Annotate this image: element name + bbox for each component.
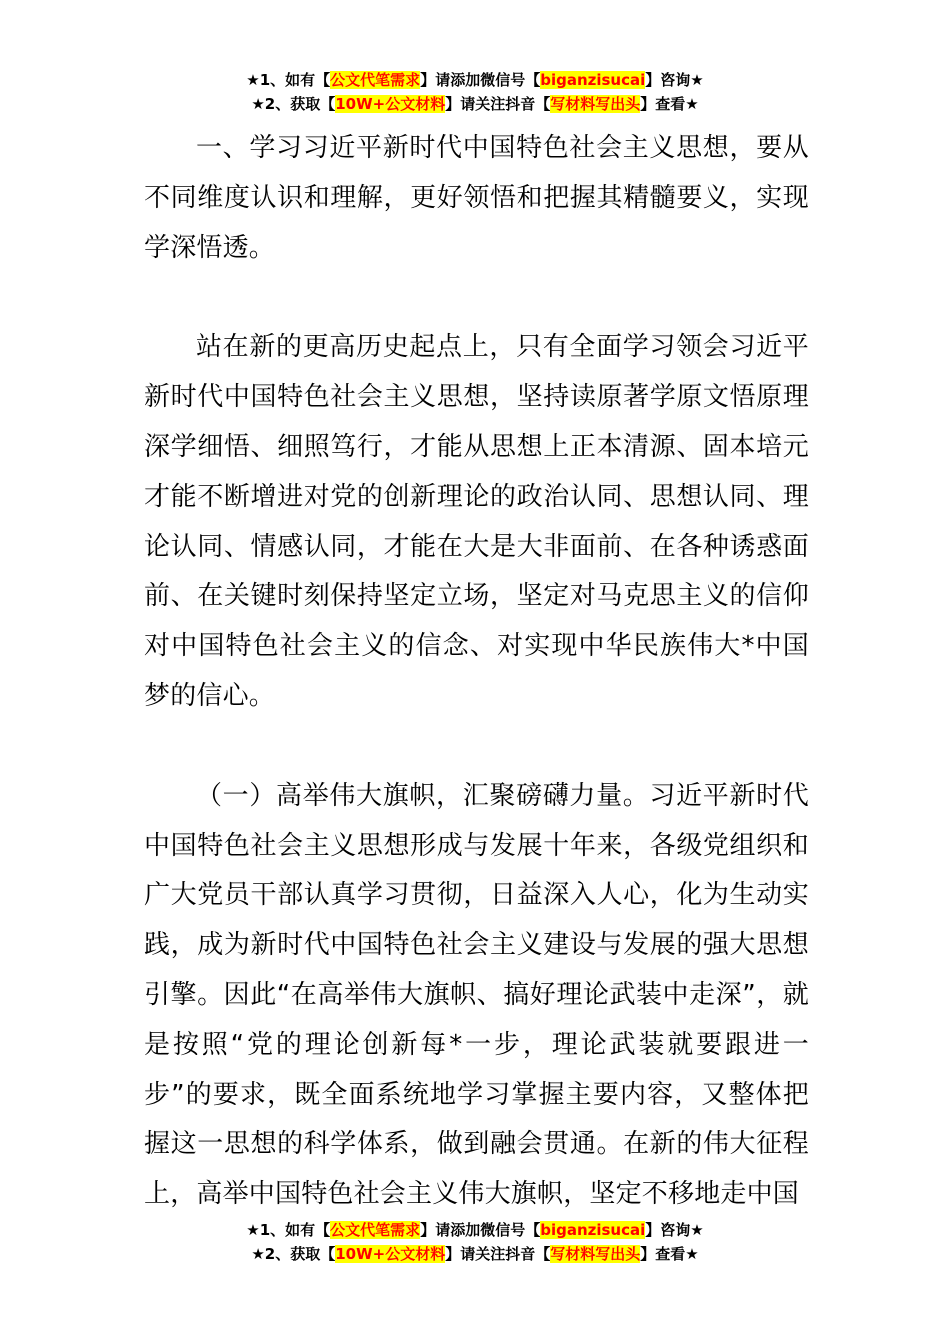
- footer-banner: [0, 1218, 950, 1266]
- banner-text: 】咨询★: [645, 71, 704, 89]
- banner-text: 】查看★: [640, 95, 699, 113]
- banner-line-1: [0, 68, 950, 92]
- paragraph: 站在新的更高历史起点上，只有全面学习领会习近平新时代中国特色社会主义思想，坚持读原著学原文悟原理深学细悟、细照笃行，才能从思想上正本清源、固本培元才能不断增进对党的创新理论的政治认同、思想认同、理论认同、情感认同，才能在大是大非面前、在各种诱惑面前、在关键时刻保持坚定立场，坚定对马克思主义的信仰对中国特色社会主义的信念、对实现中华民族伟大*中国梦的信心。: [144, 332, 809, 711]
- banner-text: 】请添加微信号【: [420, 1221, 541, 1239]
- banner-text: ★2、获取【: [251, 1245, 336, 1263]
- paragraph: 一、学习习近平新时代中国特色社会主义思想，要从不同维度认识和理解，更好领悟和把握其精髓要义，实现学深悟透。: [144, 133, 809, 263]
- banner-highlight: 公文代笔需求: [330, 71, 421, 89]
- banner-text: 】请关注抖音【: [445, 95, 551, 113]
- banner-text: ★2、获取【: [251, 95, 336, 113]
- banner-text: ★1、如有【: [246, 1221, 331, 1239]
- banner-text: 】请添加微信号【: [420, 71, 541, 89]
- header-banner: [0, 68, 950, 116]
- banner-highlight: 写材料写出头: [550, 1245, 641, 1263]
- banner-highlight: 10W+公文材料: [335, 95, 446, 113]
- banner-text: ★1、如有【: [246, 71, 331, 89]
- paragraph-gap: [144, 273, 809, 323]
- banner-text: 】查看★: [640, 1245, 699, 1263]
- banner-text: 】请关注抖音【: [445, 1245, 551, 1263]
- banner-highlight: biganzisucai: [540, 1221, 646, 1239]
- banner-text: 】咨询★: [645, 1221, 704, 1239]
- paragraph-gap: [144, 722, 809, 772]
- banner-line-1: [0, 1218, 950, 1242]
- banner-line-2: [0, 92, 950, 116]
- banner-highlight: 公文代笔需求: [330, 1221, 421, 1239]
- banner-highlight: 写材料写出头: [550, 95, 641, 113]
- banner-line-2: [0, 1242, 950, 1266]
- banner-highlight: 10W+公文材料: [335, 1245, 446, 1263]
- document-body: [144, 124, 809, 1220]
- paragraph: （一）高举伟大旗帜，汇聚磅礴力量。习近平新时代中国特色社会主义思想形成与发展十年来，各级党组织和广大党员干部认真学习贯彻，日益深入人心，化为生动实践，成为新时代中国特色社会主义建设与发展的强大思想引擎。因此“在高举伟大旗帜、搞好理论武装中走深”，就是按照“党的理论创新每*一步，理论武装就要跟进一步”的要求，既全面系统地学习掌握主要内容，又整体把握这一思想的科学体系，做到融会贯通。在新的伟大征程上，高举中国特色社会主义伟大旗帜，坚定不移地走中国: [144, 780, 809, 1210]
- banner-highlight: biganzisucai: [540, 71, 646, 89]
